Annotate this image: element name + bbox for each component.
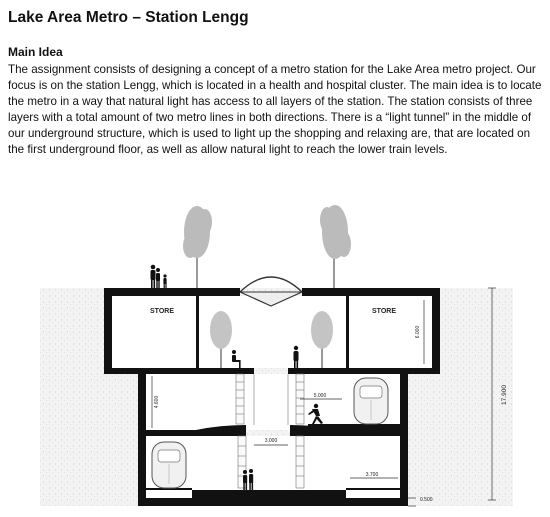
dim-total-height: 17.900	[501, 385, 508, 405]
store-label-left: STORE	[150, 308, 174, 315]
dim-slab: 0.500	[420, 497, 433, 503]
dim-upper-floor: 6.000	[415, 325, 421, 339]
section-heading: Main Idea	[8, 45, 63, 59]
escalator	[296, 436, 304, 488]
tree-icon	[320, 205, 351, 288]
store-label-right: STORE	[372, 308, 396, 315]
tree-icon	[183, 206, 212, 288]
people-surface-icon	[151, 265, 167, 288]
dim-tunnel-width: 3.000	[264, 438, 278, 444]
main-paragraph: The assignment consists of designing a concept of a metro station for the Lake Area metro project. Our focus is on the station Lengg, which is located in a health and hospital cluster. The main idea is to locate the metro in a way that natural light has access to all layers of the station. The station consists of three layers with a total amount of two metro lines in both directions. There is a “light tunnel” in the middle of our underground structure, which is used to light up the shopping and relaxing are, that are located on the first underground floor, as well as allow natural light to reach the lower train levels.	[8, 63, 542, 156]
page-title: Lake Area Metro – Station Lengg	[8, 9, 249, 26]
station-section-drawing	[0, 190, 550, 517]
escalator	[236, 374, 244, 424]
train-upper-right	[354, 378, 388, 424]
dim-platform-lower: 3.700	[365, 472, 379, 478]
train-lower-left	[152, 442, 186, 488]
dim-platform-upper: 5.000	[313, 393, 327, 399]
dim-middle-floor: 4.600	[154, 395, 160, 409]
